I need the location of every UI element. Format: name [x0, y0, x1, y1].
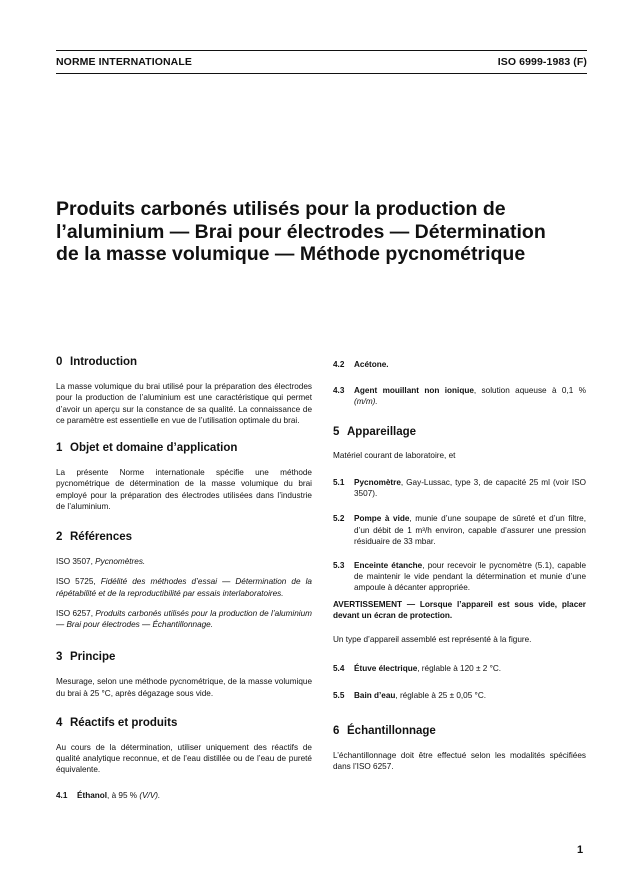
section-number: 6	[333, 724, 340, 737]
header-standard-type: NORME INTERNATIONALE	[56, 56, 192, 68]
section-1-body: La présente Norme internationale spécifie une méthode pycnométrique de détermination de la masse volumique du brai employé pour la préparation des électrodes utilisées dans l’industrie de l’aluminium.	[56, 468, 312, 511]
warning-notice: AVERTISSEMENT — Lorsque l’appareil est sous vide, placer devant un écran de protection.	[333, 599, 586, 620]
section-3-body: Mesurage, selon une méthode pycnométrique, de la masse volumique du brai à 25 °C, après dégazage sous vide.	[56, 677, 312, 698]
item-description: , réglable à 120 ± 2 °C.	[417, 664, 502, 674]
item-number: 4.1	[56, 790, 68, 800]
item-number: 5.1	[333, 478, 345, 488]
title-line-3: de la masse volumique — Méthode pycnométrique	[56, 243, 526, 265]
item-label: Étuve électrique	[354, 664, 418, 674]
right-column	[333, 357, 586, 772]
section-number: 5	[333, 425, 340, 438]
page-header	[56, 56, 587, 68]
section-title: Principe	[70, 651, 116, 664]
item-text	[354, 477, 586, 499]
section-number: 3	[56, 651, 63, 664]
assembly-note: Un type d’appareil assemblé est représenté à la figure.	[333, 635, 532, 645]
section-number: 0	[56, 356, 63, 368]
section-number: 4	[56, 716, 63, 729]
title-line-2: l’aluminium — Brai pour électrodes — Détermination	[56, 220, 546, 243]
item-text	[354, 385, 586, 407]
item-label: Agent mouillant non ionique	[354, 386, 474, 396]
item-description: , munie d’une soupape de sûreté et d’un filtre, d’un débit de 1 m³/h environ, capable d’assurer une pression résiduaire de 33 mbar.	[354, 514, 586, 546]
item-5-4	[333, 663, 586, 674]
reference-code: ISO 6257,	[56, 608, 96, 618]
reference-iso-6257	[56, 608, 312, 630]
item-label: Pompe à vide	[354, 514, 410, 524]
section-number: 2	[56, 531, 63, 544]
item-5-3	[333, 560, 586, 594]
page-number: 1	[577, 844, 584, 856]
item-number: 4.2	[333, 360, 345, 369]
section-6-heading	[333, 726, 586, 737]
item-unit: (V/V).	[139, 790, 161, 800]
item-unit: (m/m).	[354, 397, 378, 407]
reference-code: ISO 5725,	[56, 577, 101, 587]
section-6-body: L’échantillonnage doit être effectué selon les modalités spécifiées dans l’ISO 6257.	[333, 750, 586, 772]
section-3-heading	[56, 652, 312, 663]
section-4-heading	[56, 718, 312, 729]
section-number: 1	[56, 442, 63, 455]
item-number: 5.5	[333, 691, 345, 701]
item-description: , solution aqueuse à 0,1 %	[473, 386, 586, 396]
item-5-1	[333, 477, 586, 499]
section-5-heading	[333, 427, 586, 438]
document-title	[56, 198, 576, 266]
section-0-body: La masse volumique du brai utilisé pour la préparation des électrodes pour la production de l’aluminium est une caractéristique qui permet d’avoir un aperçu sur la constance de sa qualité. La connaissance de ce paramètre est essentielle en vue de l’utilisation optimale du brai.	[56, 382, 312, 425]
item-text	[77, 790, 312, 801]
section-title: Objet et domaine d’application	[70, 442, 238, 455]
header-standard-code: ISO 6999-1983 (F)	[497, 56, 587, 68]
item-text	[354, 663, 586, 674]
section-title: Échantillonnage	[347, 724, 436, 737]
reference-title: Fidélité des méthodes d’essai — Détermination de la répétabilité et de la reproductibilité par essais interlaboratoires.	[56, 577, 312, 598]
reference-code: ISO 3507,	[56, 557, 96, 567]
section-2-heading	[56, 532, 312, 543]
reference-iso-5725	[56, 576, 312, 598]
section-1-heading	[56, 443, 312, 454]
section-5-body: Matériel courant de laboratoire, et	[333, 450, 456, 460]
item-label: Pycnomètre	[354, 478, 401, 488]
item-text	[354, 560, 586, 594]
section-4-body: Au cours de la détermination, utiliser uniquement des réactifs de qualité analytique reconnue, et de l’eau distillée ou de l’eau de pureté équivalente.	[56, 743, 312, 775]
reference-iso-3507	[56, 556, 312, 567]
item-label: Éthanol	[77, 790, 108, 800]
reference-title: Pycnomètres.	[95, 557, 146, 567]
item-5-5	[333, 690, 586, 701]
section-title: Références	[70, 531, 133, 544]
section-0-heading	[56, 357, 312, 368]
item-number: 4.3	[333, 386, 345, 396]
item-description: , pour recevoir le pycnomètre (5.1), capable de maintenir le vide pendant la détermination et munie d’une ampoule à décanter appropriée.	[354, 561, 587, 593]
title-line-1: Produits carbonés utilisés pour la production de	[56, 198, 506, 220]
item-label: Acétone.	[354, 360, 389, 369]
header-rule-bottom	[56, 73, 587, 74]
item-label: Bain d’eau	[354, 691, 396, 701]
item-5-2	[333, 513, 586, 547]
item-description: , à 95 %	[107, 790, 140, 800]
item-number: 5.3	[333, 561, 345, 571]
section-title: Réactifs et produits	[70, 716, 178, 729]
item-text	[354, 513, 586, 547]
left-column	[56, 357, 312, 801]
section-title: Introduction	[70, 356, 138, 368]
reference-title: Produits carbonés utilisés pour la production de l’aluminium — Brai pour électrodes — Échantillonnage.	[56, 608, 312, 630]
section-title: Appareillage	[347, 425, 417, 438]
item-text	[354, 690, 586, 701]
item-number: 5.2	[333, 514, 345, 524]
header-rule-top	[56, 50, 587, 51]
item-number: 5.4	[333, 664, 345, 674]
item-4-3	[333, 385, 586, 407]
item-label: Enceinte étanche	[354, 561, 423, 571]
item-4-1	[56, 790, 312, 801]
item-description: , Gay-Lussac, type 3, de capacité 25 ml (voir ISO 3507).	[354, 478, 586, 499]
item-description: , réglable à 25 ± 0,05 °C.	[395, 691, 487, 701]
item-4-2	[333, 359, 586, 370]
